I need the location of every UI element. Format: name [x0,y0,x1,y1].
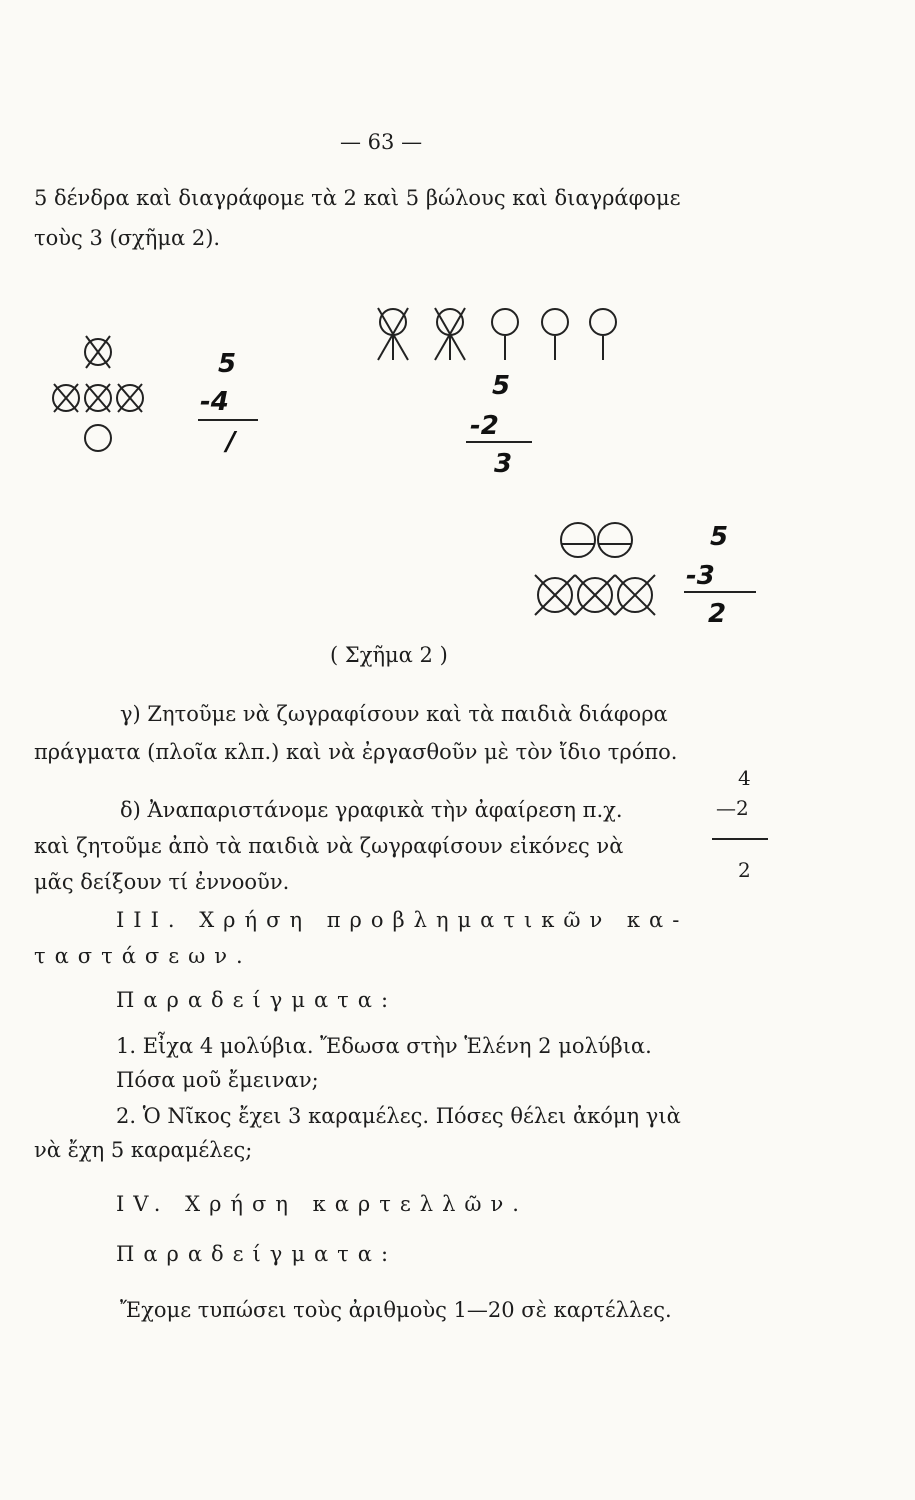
flowers-icon [378,308,616,360]
intro-line-1: 5 δένδρα καὶ διαγράφομε τὰ 2 καὶ 5 βώλους καὶ διαγράφομε [34,186,681,210]
para-c-line-1: γ) Ζητοῦμε νὰ ζωγραφίσουν καὶ τὰ παιδιὰ διάφορα [120,702,668,726]
balls-math-sub: -3 [686,561,715,591]
section-3-line-2: ταστάσεων. [34,944,252,968]
math-result: 2 [738,858,751,882]
apple-icon [85,425,111,451]
section-4-heading: IV. Χρήση καρτελλῶν. [116,1192,528,1216]
math-minuend: 4 [738,766,751,790]
section-3-line-1: III. Χρήση προβληματικῶν κα- [116,908,689,932]
crossed-apples-icon [53,336,143,412]
page-number: — 63 — [340,130,423,154]
math-subtrahend: —2 [716,796,749,820]
flowers-math-res: 3 [494,449,513,479]
example-1-line-1: 1. Εἶχα 4 μολύβια. Ἔδωσα στὴν Ἑλένη 2 μολύβια. [116,1034,652,1058]
math-bar [712,838,768,840]
para-d-line-1: δ) Ἀναπαριστάνομε γραφικὰ τὴν ἀφαίρεση π.χ. [120,798,623,822]
balls-math-top: 5 [710,522,729,552]
figure-2-drawing [0,0,915,700]
intro-line-2: τοὺς 3 (σχῆμα 2). [34,226,221,250]
example-2-line-2: νὰ ἔχη 5 καραμέλες; [34,1138,253,1162]
flowers-math-top: 5 [492,371,511,401]
example-1-line-2: Πόσα μοῦ ἔμειναν; [116,1068,319,1092]
para-d-line-3: μᾶς δείξουν τί ἐννοοῦν. [34,870,290,894]
balls-math-res: 2 [708,599,727,629]
para-d-line-2: καὶ ζητοῦμε ἀπὸ τὰ παιδιὰ νὰ ζωγραφίσουν εἰκόνες νὰ [34,834,624,858]
example-2-line-1: 2. Ὁ Νῖκος ἔχει 3 καραμέλες. Πόσες θέλει ἀκόμη γιὰ [116,1104,681,1128]
examples-heading-2: Παραδείγματα: [116,1242,398,1266]
figure-caption: ( Σχῆμα 2 ) [330,643,448,667]
examples-heading-1: Παραδείγματα: [116,988,398,1012]
para-c-line-2: πράγματα (πλοῖα κλπ.) καὶ νὰ ἐργασθοῦν μὲ τὸν ἴδιο τρόπο. [34,740,678,764]
apples-math-sub: -4 [200,387,229,417]
balls-icon [535,523,655,615]
flowers-math-sub: -2 [470,411,499,441]
apples-math-res: / [226,427,236,457]
final-line: Ἔχομε τυπώσει τοὺς ἀριθμοὺς 1—20 σὲ καρτέλλες. [120,1298,672,1322]
apples-math-top: 5 [218,349,237,379]
